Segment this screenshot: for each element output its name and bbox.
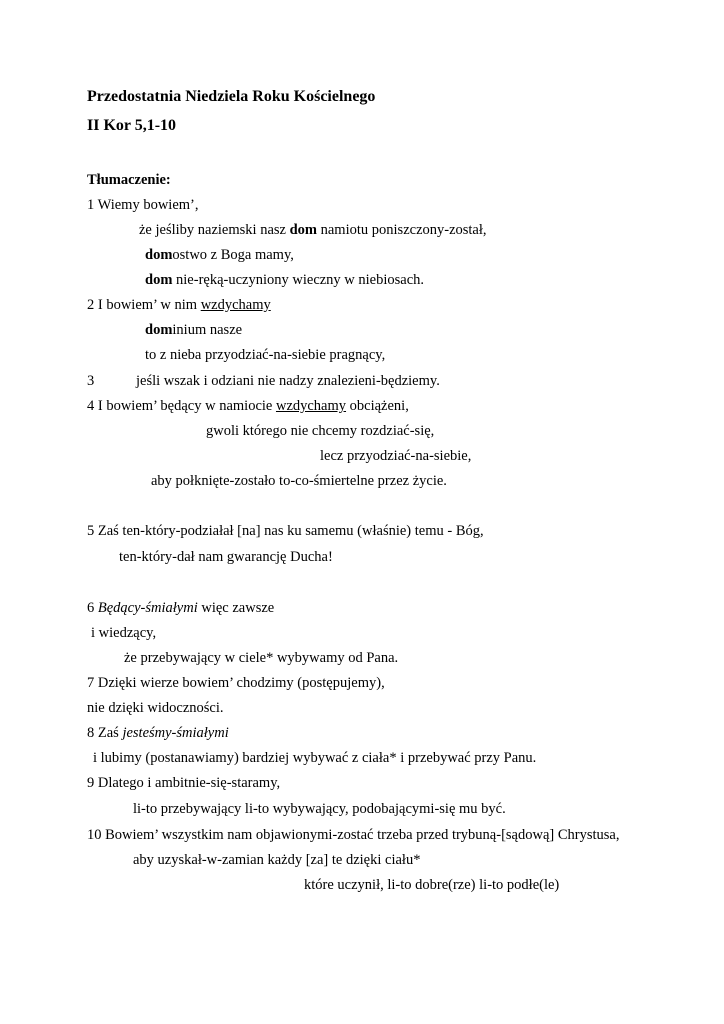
italic-phrase: jesteśmy-śmiałymi bbox=[122, 725, 229, 741]
verse-3-number: 3 bbox=[87, 373, 95, 389]
verse-5-line-1: 5 Zaś ten-który-podziałał [na] nas ku samemu (właśnie) temu - Bóg, bbox=[87, 523, 484, 539]
verse-10-line-3: które uczynił, li-to dobre(rze) li-to podłe(le) bbox=[304, 877, 560, 893]
verse-7-line-2: nie dzięki widoczności. bbox=[87, 700, 224, 716]
verse-7-line-1: 7 Dzięki wierze bowiem’ chodzimy (postępujemy), bbox=[87, 675, 385, 691]
verse-4-line-4: aby połknięte-zostało to-co-śmiertelne przez życie. bbox=[151, 473, 447, 489]
text-segment: 8 Zaś bbox=[87, 725, 123, 741]
verse-2-line-1 bbox=[87, 296, 271, 314]
bold-word: dom bbox=[145, 247, 173, 263]
text-segment: nie-ręką-uczyniony wieczny w niebiosach. bbox=[172, 272, 425, 288]
verse-1-line-4 bbox=[145, 271, 424, 289]
underlined-word: wzdychamy bbox=[200, 297, 271, 313]
verse-10-line-2: aby uzyskał-w-zamian każdy [za] te dzięki ciału* bbox=[133, 852, 421, 868]
verse-2-line-2 bbox=[145, 321, 242, 339]
verse-2-line-3: to z nieba przyodziać-na-siebie pragnący, bbox=[145, 347, 386, 363]
verse-3-line-1: jeśli wszak i odziani nie nadzy znalezieni-będziemy. bbox=[136, 373, 440, 389]
verse-4-line-2: gwoli którego nie chcemy rozdziać-się, bbox=[206, 423, 435, 439]
bold-word: dom bbox=[289, 222, 317, 238]
verse-6-line-2: i wiedzący, bbox=[91, 625, 157, 641]
italic-phrase: Będący-śmiałymi bbox=[97, 600, 198, 616]
bold-word: dom bbox=[145, 322, 173, 338]
text-segment: że jeśliby naziemski nasz bbox=[139, 222, 290, 238]
text-segment: obciążeni, bbox=[346, 398, 409, 414]
document-title: Przedostatnia Niedziela Roku Kościelnego bbox=[87, 88, 376, 105]
text-segment: inium nasze bbox=[172, 322, 243, 338]
verse-9-line-2: li-to przebywający li-to wybywający, podobającymi-się mu być. bbox=[133, 801, 506, 817]
text-segment: 4 I bowiem’ będący w namiocie bbox=[87, 398, 276, 414]
underlined-word: wzdychamy bbox=[275, 398, 347, 414]
text-segment: 6 bbox=[87, 600, 98, 616]
verse-8-line-1 bbox=[87, 724, 229, 742]
text-segment: więc zawsze bbox=[197, 600, 275, 616]
text-segment: ostwo z Boga mamy, bbox=[172, 247, 294, 263]
verse-9-line-1: 9 Dlatego i ambitnie-się-staramy, bbox=[87, 775, 281, 791]
verse-5-line-2: ten-który-dał nam gwarancję Ducha! bbox=[119, 549, 333, 565]
verse-6-line-3: że przebywający w ciele* wybywamy od Pana. bbox=[124, 650, 399, 666]
verse-1-line-3 bbox=[145, 246, 294, 264]
verse-8-line-2: i lubimy (postanawiamy) bardziej wybywać z ciała* i przebywać przy Panu. bbox=[93, 750, 537, 766]
text-segment: 2 I bowiem’ w nim bbox=[87, 297, 201, 313]
verse-1-line-2 bbox=[139, 221, 487, 239]
text-segment: namiotu poniszczony-został, bbox=[317, 222, 487, 238]
verse-1-line-1: 1 Wiemy bowiem’, bbox=[87, 197, 199, 213]
verse-10-line-1: 10 Bowiem’ wszystkim nam objawionymi-zostać trzeba przed trybuną-[sądową] Chrystusa, bbox=[87, 827, 620, 843]
bold-word: dom bbox=[145, 272, 173, 288]
verse-4-line-3: lecz przyodziać-na-siebie, bbox=[320, 448, 472, 464]
section-heading: Tłumaczenie: bbox=[87, 172, 171, 188]
verse-4-line-1 bbox=[87, 397, 409, 415]
verse-6-line-1 bbox=[87, 599, 274, 617]
passage-reference: II Kor 5,1-10 bbox=[87, 117, 177, 134]
